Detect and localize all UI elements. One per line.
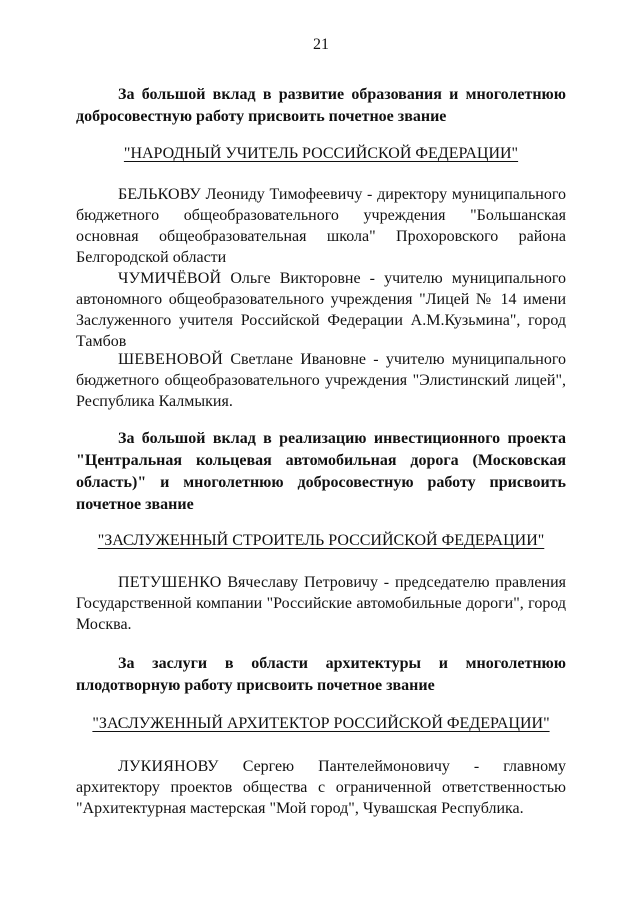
awardee-entry — [76, 184, 566, 268]
awardee-surname: ШЕВЕНОВОЙ — [118, 351, 224, 368]
document-page — [76, 0, 566, 905]
awardee-details: Сергею Пантелеймоновичу - главному архитектору проектов общества с ограниченной ответственностью "Архитектурная мастерская "Мой город", Чувашская Республика. — [76, 758, 566, 817]
awardee-details: Леониду Тимофеевичу - директору муниципального бюджетного общеобразовательного учреждения "Большанская основная общеобразовательная школа" Прохоровского района Белгородской области — [76, 186, 566, 266]
awardee-entry — [76, 756, 566, 819]
award-title-text: "ЗАСЛУЖЕННЫЙ СТРОИТЕЛЬ РОССИЙСКОЙ ФЕДЕРАЦИИ" — [97, 532, 545, 549]
awardee-surname: ЛУКИЯНОВУ — [118, 758, 219, 775]
decree-text: За заслуги в области архитектуры и многолетнюю плодотворную работу присвоить почетное звание — [76, 655, 566, 694]
awardee-entry — [76, 572, 566, 635]
award-title — [76, 530, 566, 552]
awardee-details: Ольге Викторовне - учителю муниципального автономного общеобразовательного учреждения "Лицей № 14 имени Заслуженного учителя Российской Федерации А.М.Кузьмина", город Тамбов — [76, 270, 566, 350]
awardee-details: Светлане Ивановне - учителю муниципального бюджетного общеобразовательного учреждения "Элистинский лицей", Республика Калмыкия. — [76, 351, 566, 410]
page-number: 21 — [313, 36, 329, 53]
awardee-entry — [76, 349, 566, 412]
awardee-entry — [76, 268, 566, 352]
awardee-surname: ЧУМИЧЁВОЙ — [118, 270, 222, 287]
decree-text: За большой вклад в реализацию инвестиционного проекта "Центральная кольцевая автомобильная дорога (Московская область)" и многолетнюю добросовестную работу присвоить почетное звание — [76, 430, 566, 513]
awardee-surname: БЕЛЬКОВУ — [118, 186, 201, 203]
awardee-surname: ПЕТУШЕНКО — [118, 574, 222, 591]
awardee-details: Вячеславу Петровичу - председателю правления Государственной компании "Российские автомобильные дороги", город Москва. — [76, 574, 566, 633]
award-title — [76, 713, 566, 735]
decree-text: За большой вклад в развитие образования и многолетнюю добросовестную работу присвоить почетное звание — [76, 86, 566, 125]
award-title — [76, 143, 566, 165]
award-title-text: "ЗАСЛУЖЕННЫЙ АРХИТЕКТОР РОССИЙСКОЙ ФЕДЕРАЦИИ" — [92, 715, 550, 732]
award-title-text: "НАРОДНЫЙ УЧИТЕЛЬ РОССИЙСКОЙ ФЕДЕРАЦИИ" — [123, 145, 519, 162]
